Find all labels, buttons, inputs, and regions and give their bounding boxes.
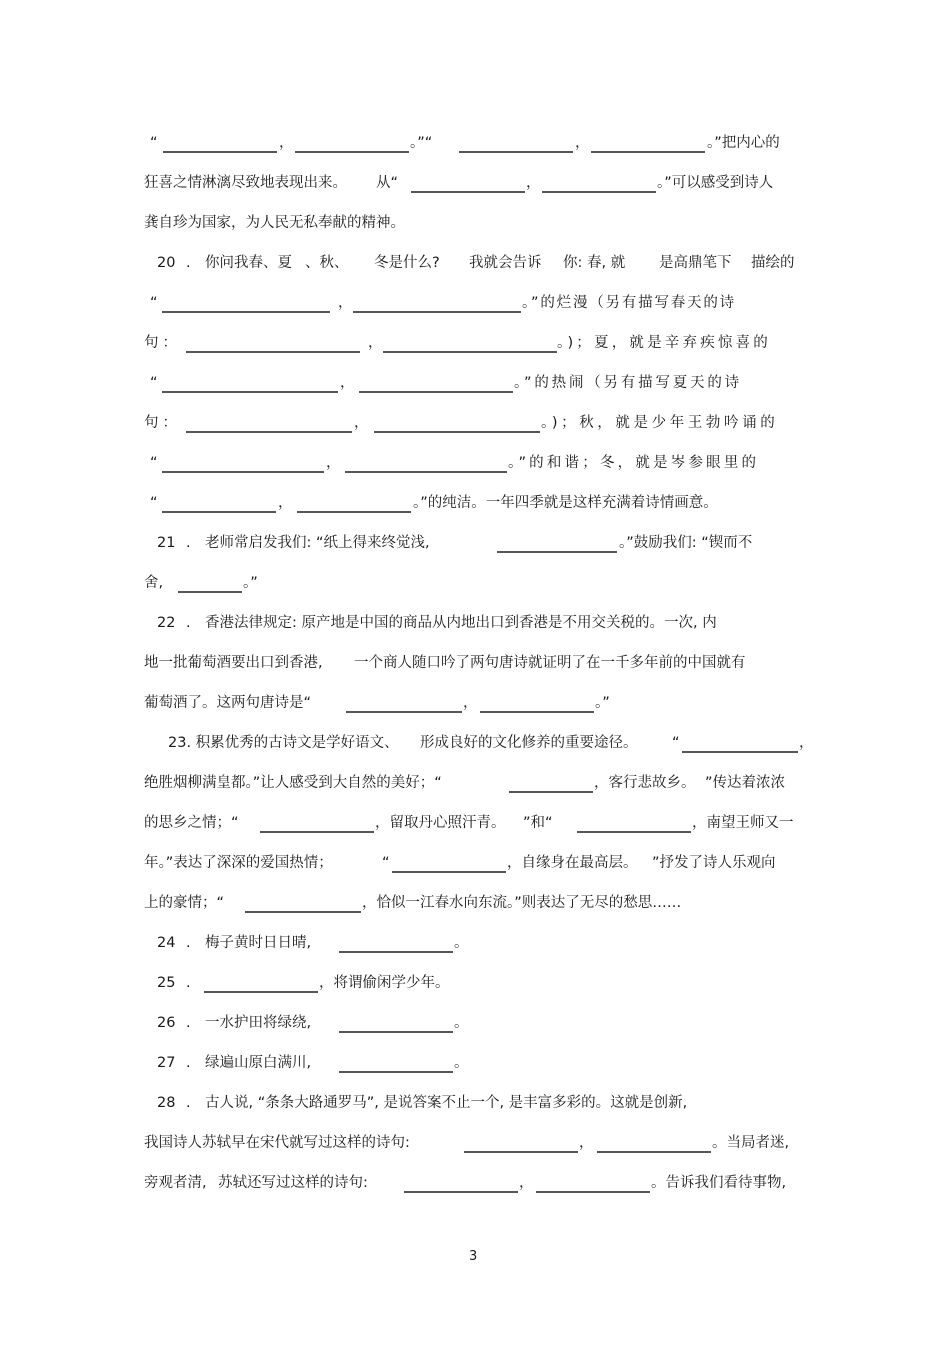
text-segment: 。)；夏，就是辛弃疾惊喜的	[557, 335, 772, 351]
text-line	[0, 771, 786, 795]
text-line	[0, 171, 774, 195]
text-segment: 句：	[144, 335, 181, 351]
text-segment: ，留取丹心照汗青。	[375, 815, 506, 831]
text-line	[0, 131, 780, 155]
answer-blank[interactable]	[295, 151, 409, 153]
text-line	[0, 451, 760, 475]
text-segment: “	[150, 135, 158, 151]
text-segment: 。”	[243, 575, 258, 591]
text-segment: ”传达着浓浓	[705, 775, 786, 791]
text-segment: 的思乡之情；“	[144, 815, 239, 831]
text-segment: 从“	[376, 175, 399, 191]
text-segment: 。”的热闹（另有描写夏天的诗	[514, 375, 742, 391]
question-20	[0, 251, 795, 275]
answer-blank[interactable]	[374, 431, 540, 433]
text-segment: 苏轼还写过这样的诗句:	[218, 1175, 368, 1191]
question-22	[0, 611, 717, 635]
text-segment: 一水护田将绿绕,	[205, 1015, 312, 1031]
text-line	[0, 371, 742, 395]
text-segment: 你: 春, 就	[563, 255, 626, 271]
text-line	[0, 851, 776, 875]
answer-blank[interactable]	[163, 151, 277, 153]
answer-blank[interactable]	[297, 511, 411, 513]
text-line	[0, 891, 682, 915]
answer-blank[interactable]	[577, 831, 691, 833]
text-segment: “	[150, 295, 158, 311]
text-segment: 。”的和谐；冬，就是岑参眼里的	[508, 455, 760, 471]
text-segment: 。)；秋，就是少年王勃吟诵的	[541, 415, 779, 431]
text-segment: ，	[526, 175, 541, 191]
text-segment: 我国诗人苏轼早在宋代就写过这样的诗句:	[144, 1135, 410, 1151]
answer-blank[interactable]	[359, 391, 513, 393]
text-line	[0, 411, 779, 435]
text-segment: ，客行悲故乡。	[594, 775, 696, 791]
text-segment: ，	[340, 375, 355, 391]
text-line	[0, 211, 405, 235]
text-segment: 。”可以感受到诗人	[657, 175, 774, 191]
answer-blank[interactable]	[260, 831, 374, 833]
text-line	[0, 811, 794, 835]
question-number: 20	[157, 255, 176, 271]
page-number: 3	[469, 1249, 478, 1264]
text-segment: ，	[279, 135, 294, 151]
text-segment: 古人说, “条条大路通罗马”, 是说答案不止一个, 是丰富多彩的。这就是创新,	[205, 1095, 688, 1111]
text-segment: 我就会告诉	[469, 255, 542, 271]
question-21	[0, 531, 753, 555]
text-segment: “	[382, 855, 390, 871]
text-segment: 。”的烂漫（另有描写春天的诗	[522, 295, 736, 311]
text-segment: 。”的纯洁。一年四季就是这样充满着诗情画意。	[413, 495, 718, 511]
text-segment: 绝胜烟柳满皇都。”让人感受到大自然的美好；“	[144, 775, 442, 791]
text-line	[0, 1131, 790, 1155]
answer-blank[interactable]	[404, 1191, 518, 1193]
text-segment: 。”把内心的	[707, 135, 780, 151]
question-number: 25	[157, 975, 176, 991]
answer-blank[interactable]	[178, 591, 242, 593]
text-segment: ，	[368, 335, 383, 351]
text-line	[0, 291, 736, 315]
text-line	[0, 691, 610, 715]
answer-blank[interactable]	[345, 471, 507, 473]
text-segment: .	[186, 535, 191, 551]
text-segment: .	[186, 1015, 191, 1031]
text-segment: ”和“	[523, 815, 553, 831]
text-segment: ，	[579, 1135, 594, 1151]
text-segment: 描绘的	[751, 255, 795, 271]
question-24	[0, 931, 469, 955]
text-segment: ，恰似一江春水向东流。”则表达了无尽的愁思……	[362, 895, 682, 911]
text-segment: 。	[454, 1015, 469, 1031]
answer-blank[interactable]	[464, 1151, 578, 1153]
answer-blank[interactable]	[339, 1071, 453, 1073]
text-segment: ，自缘身在最高层。	[507, 855, 638, 871]
answer-blank[interactable]	[542, 191, 656, 193]
answer-blank[interactable]	[597, 1151, 711, 1153]
text-line	[0, 651, 746, 675]
text-segment: ，将谓偷闲学少年。	[319, 975, 450, 991]
text-segment: 狂喜之情淋漓尽致地表现出来。	[144, 175, 347, 191]
text-segment: 形成良好的文化修养的重要途径。	[420, 735, 638, 751]
text-segment: 句：	[144, 415, 181, 431]
text-segment: ，	[278, 495, 293, 511]
text-segment: 旁观者清,	[144, 1175, 207, 1191]
text-segment: 上的豪情；“	[144, 895, 225, 911]
answer-blank[interactable]	[162, 511, 276, 513]
text-segment: ”抒发了诗人乐观向	[652, 855, 776, 871]
question-number: 22	[157, 615, 176, 631]
text-segment: 。”	[595, 695, 610, 711]
answer-blank[interactable]	[245, 911, 361, 913]
text-segment: .	[186, 255, 191, 271]
text-segment: “	[150, 375, 158, 391]
text-segment: ，	[799, 735, 814, 751]
question-26	[0, 1011, 469, 1035]
answer-blank[interactable]	[480, 711, 594, 713]
answer-blank[interactable]	[459, 151, 573, 153]
text-segment: .	[186, 975, 191, 991]
text-segment: .	[186, 615, 191, 631]
question-number: 21	[157, 535, 176, 551]
answer-blank[interactable]	[162, 391, 338, 393]
text-line	[0, 571, 258, 595]
answer-blank[interactable]	[353, 311, 521, 313]
answer-blank[interactable]	[204, 991, 318, 993]
text-segment: .	[186, 935, 191, 951]
text-segment: ，	[463, 695, 478, 711]
text-segment: ，	[519, 1175, 534, 1191]
answer-blank[interactable]	[392, 871, 506, 873]
answer-blank[interactable]	[591, 151, 705, 153]
text-segment: 龚自珍为国家，为人民无私奉献的精神。	[144, 215, 405, 231]
question-25	[0, 971, 450, 995]
text-segment: “	[672, 735, 680, 751]
text-segment: 一个商人随口吟了两句唐诗就证明了在一千多年前的中国就有	[354, 655, 746, 671]
question-number: 28	[157, 1095, 176, 1111]
text-segment: ，	[338, 295, 353, 311]
text-segment: 23. 积累优秀的古诗文是学好语文、	[168, 735, 399, 751]
question-23	[0, 731, 814, 755]
answer-blank[interactable]	[497, 551, 617, 553]
text-segment: ，南望王师又一	[692, 815, 794, 831]
text-segment: 。告诉我们看待事物,	[651, 1175, 787, 1191]
answer-blank[interactable]	[383, 351, 557, 353]
text-line	[0, 1171, 787, 1195]
text-segment: 是高鼎笔下	[659, 255, 732, 271]
text-segment: 舍,	[144, 575, 164, 591]
text-segment: 。当局者迷,	[712, 1135, 790, 1151]
text-segment: 。	[454, 935, 469, 951]
question-28	[0, 1091, 688, 1115]
answer-blank[interactable]	[162, 471, 324, 473]
text-segment: 。	[454, 1055, 469, 1071]
answer-blank[interactable]	[536, 1191, 650, 1193]
text-segment: ，	[326, 455, 341, 471]
text-line	[0, 331, 772, 355]
text-segment: 冬是什么?	[374, 255, 440, 271]
text-segment: “	[150, 495, 158, 511]
answer-blank[interactable]	[339, 951, 453, 953]
answer-blank[interactable]	[682, 751, 798, 753]
answer-blank[interactable]	[339, 1031, 453, 1033]
text-segment: ，	[354, 415, 369, 431]
question-number: 26	[157, 1015, 176, 1031]
answer-blank[interactable]	[162, 311, 330, 313]
question-number: 24	[157, 935, 176, 951]
text-line	[0, 491, 718, 515]
text-segment: 绿遍山原白满川,	[205, 1055, 312, 1071]
answer-blank[interactable]	[346, 711, 462, 713]
text-segment: 。”鼓励我们: “锲而不	[619, 535, 753, 551]
text-segment: 、秋、	[305, 255, 349, 271]
answer-blank[interactable]	[509, 791, 593, 793]
text-segment: 地一批葡萄酒要出口到香港,	[144, 655, 323, 671]
text-segment: 。”“	[410, 135, 433, 151]
text-segment: 年。”表达了深深的爱国热情；	[144, 855, 333, 871]
question-number: 27	[157, 1055, 176, 1071]
answer-blank[interactable]	[186, 351, 360, 353]
text-segment: 老师常启发我们: “纸上得来终觉浅,	[205, 535, 430, 551]
question-27	[0, 1051, 469, 1075]
text-segment: “	[150, 455, 158, 471]
text-segment: ，	[575, 135, 590, 151]
text-segment: 香港法律规定: 原产地是中国的商品从内地出口到香港是不用交关税的。一次, 内	[205, 615, 717, 631]
text-segment: 你问我春、夏	[205, 255, 292, 271]
text-segment: 梅子黄时日日晴,	[205, 935, 312, 951]
text-segment: .	[186, 1055, 191, 1071]
text-segment: .	[186, 1095, 191, 1111]
answer-blank[interactable]	[186, 431, 352, 433]
answer-blank[interactable]	[411, 191, 525, 193]
text-segment: 葡萄酒了。这两句唐诗是“	[144, 695, 312, 711]
